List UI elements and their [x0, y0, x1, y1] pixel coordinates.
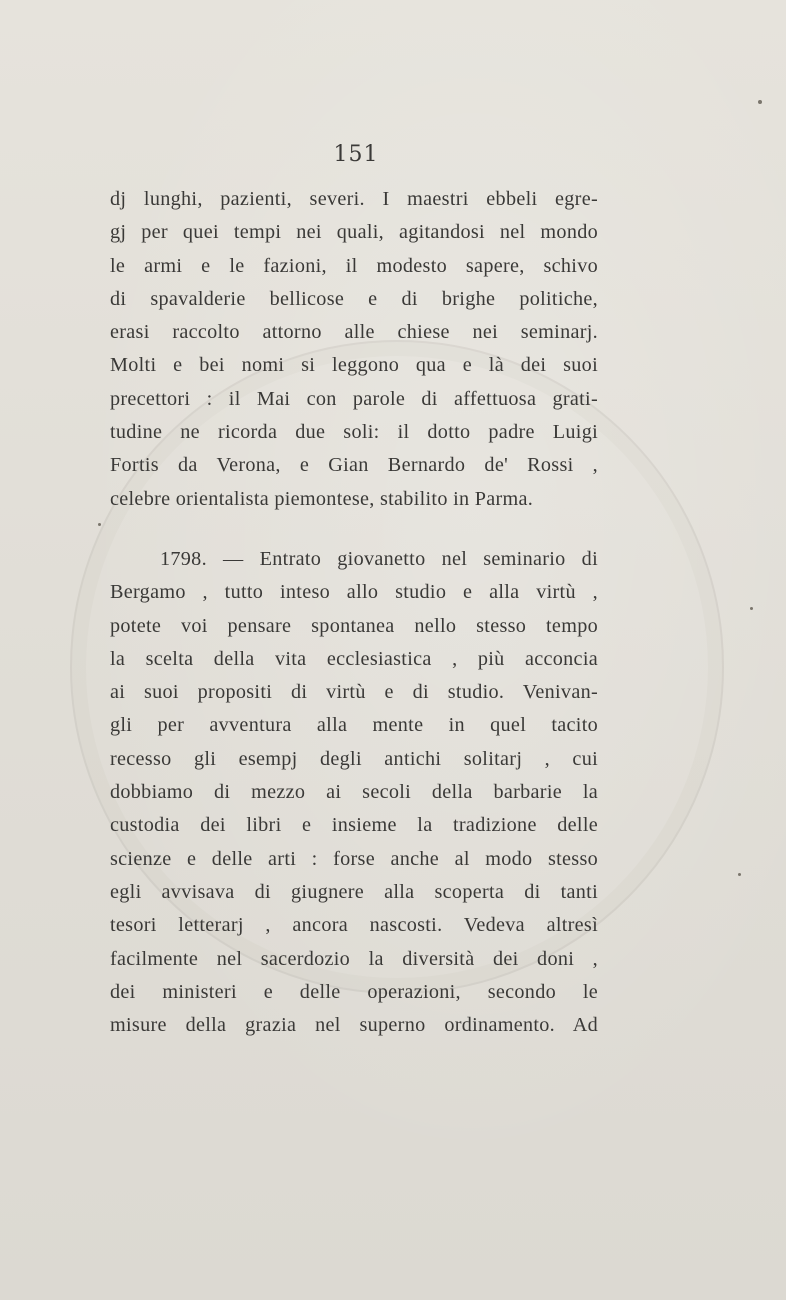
text-line: dobbiamo di mezzo ai secoli della barbarie la: [110, 781, 598, 804]
text-line: tudine ne ricorda due soli: il dotto padre Luigi: [110, 421, 598, 444]
text-line: gj per quei tempi nei quali, agitandosi nel mondo: [110, 221, 598, 244]
paper-speck: [750, 607, 753, 610]
text-line: celebre orientalista piemontese, stabilito in Parma.: [110, 487, 534, 510]
paper-speck: [738, 873, 741, 876]
paragraph-2: [110, 543, 598, 1042]
paper-speck: [98, 523, 101, 526]
text-line: erasi raccolto attorno alle chiese nei seminarj.: [110, 321, 598, 344]
text-line: Molti e bei nomi si leggono qua e là dei suoi: [110, 354, 598, 377]
text-line: dei ministeri e delle operazioni, secondo le: [110, 980, 598, 1003]
text-line: ai suoi propositi di virtù e di studio. Venivan-: [110, 681, 598, 704]
text-line: scienze e delle arti : forse anche al modo stesso: [110, 847, 598, 870]
text-line: dj lunghi, pazienti, severi. I maestri ebbeli egre-: [110, 188, 598, 210]
text-line: potete voi pensare spontanea nello stesso tempo: [110, 614, 598, 637]
text-line: Bergamo , tutto inteso allo studio e alla virtù ,: [110, 581, 598, 604]
text-line: tesori letterarj , ancora nascosti. Vedeva altresì: [110, 914, 598, 937]
text-line: precettori : il Mai con parole di affettuosa grati-: [110, 387, 598, 410]
text-line: egli avvisava di giugnere alla scoperta di tanti: [110, 880, 598, 903]
text-line: di spavalderie bellicose e di brighe politiche,: [110, 287, 598, 310]
text-line: le armi e le fazioni, il modesto sapere, schivo: [110, 254, 598, 277]
page-number: 151: [333, 142, 379, 167]
text-line: gli per avventura alla mente in quel tacito: [110, 714, 598, 737]
text-line: facilmente nel sacerdozio la diversità dei doni ,: [110, 947, 598, 970]
text-line: misure della grazia nel superno ordinamento. Ad: [110, 1014, 598, 1037]
text-line: la scelta della vita ecclesiastica , più acconcia: [110, 647, 598, 670]
text-line: recesso gli esempj degli antichi solitarj , cui: [110, 747, 598, 770]
paper-speck: [758, 100, 762, 104]
text-line: 1798. — Entrato giovanetto nel seminario di: [160, 548, 598, 570]
paragraph-1: [110, 183, 598, 516]
text-line: custodia dei libri e insieme la tradizione delle: [110, 814, 598, 837]
text-line: Fortis da Verona, e Gian Bernardo de' Rossi ,: [110, 454, 598, 477]
